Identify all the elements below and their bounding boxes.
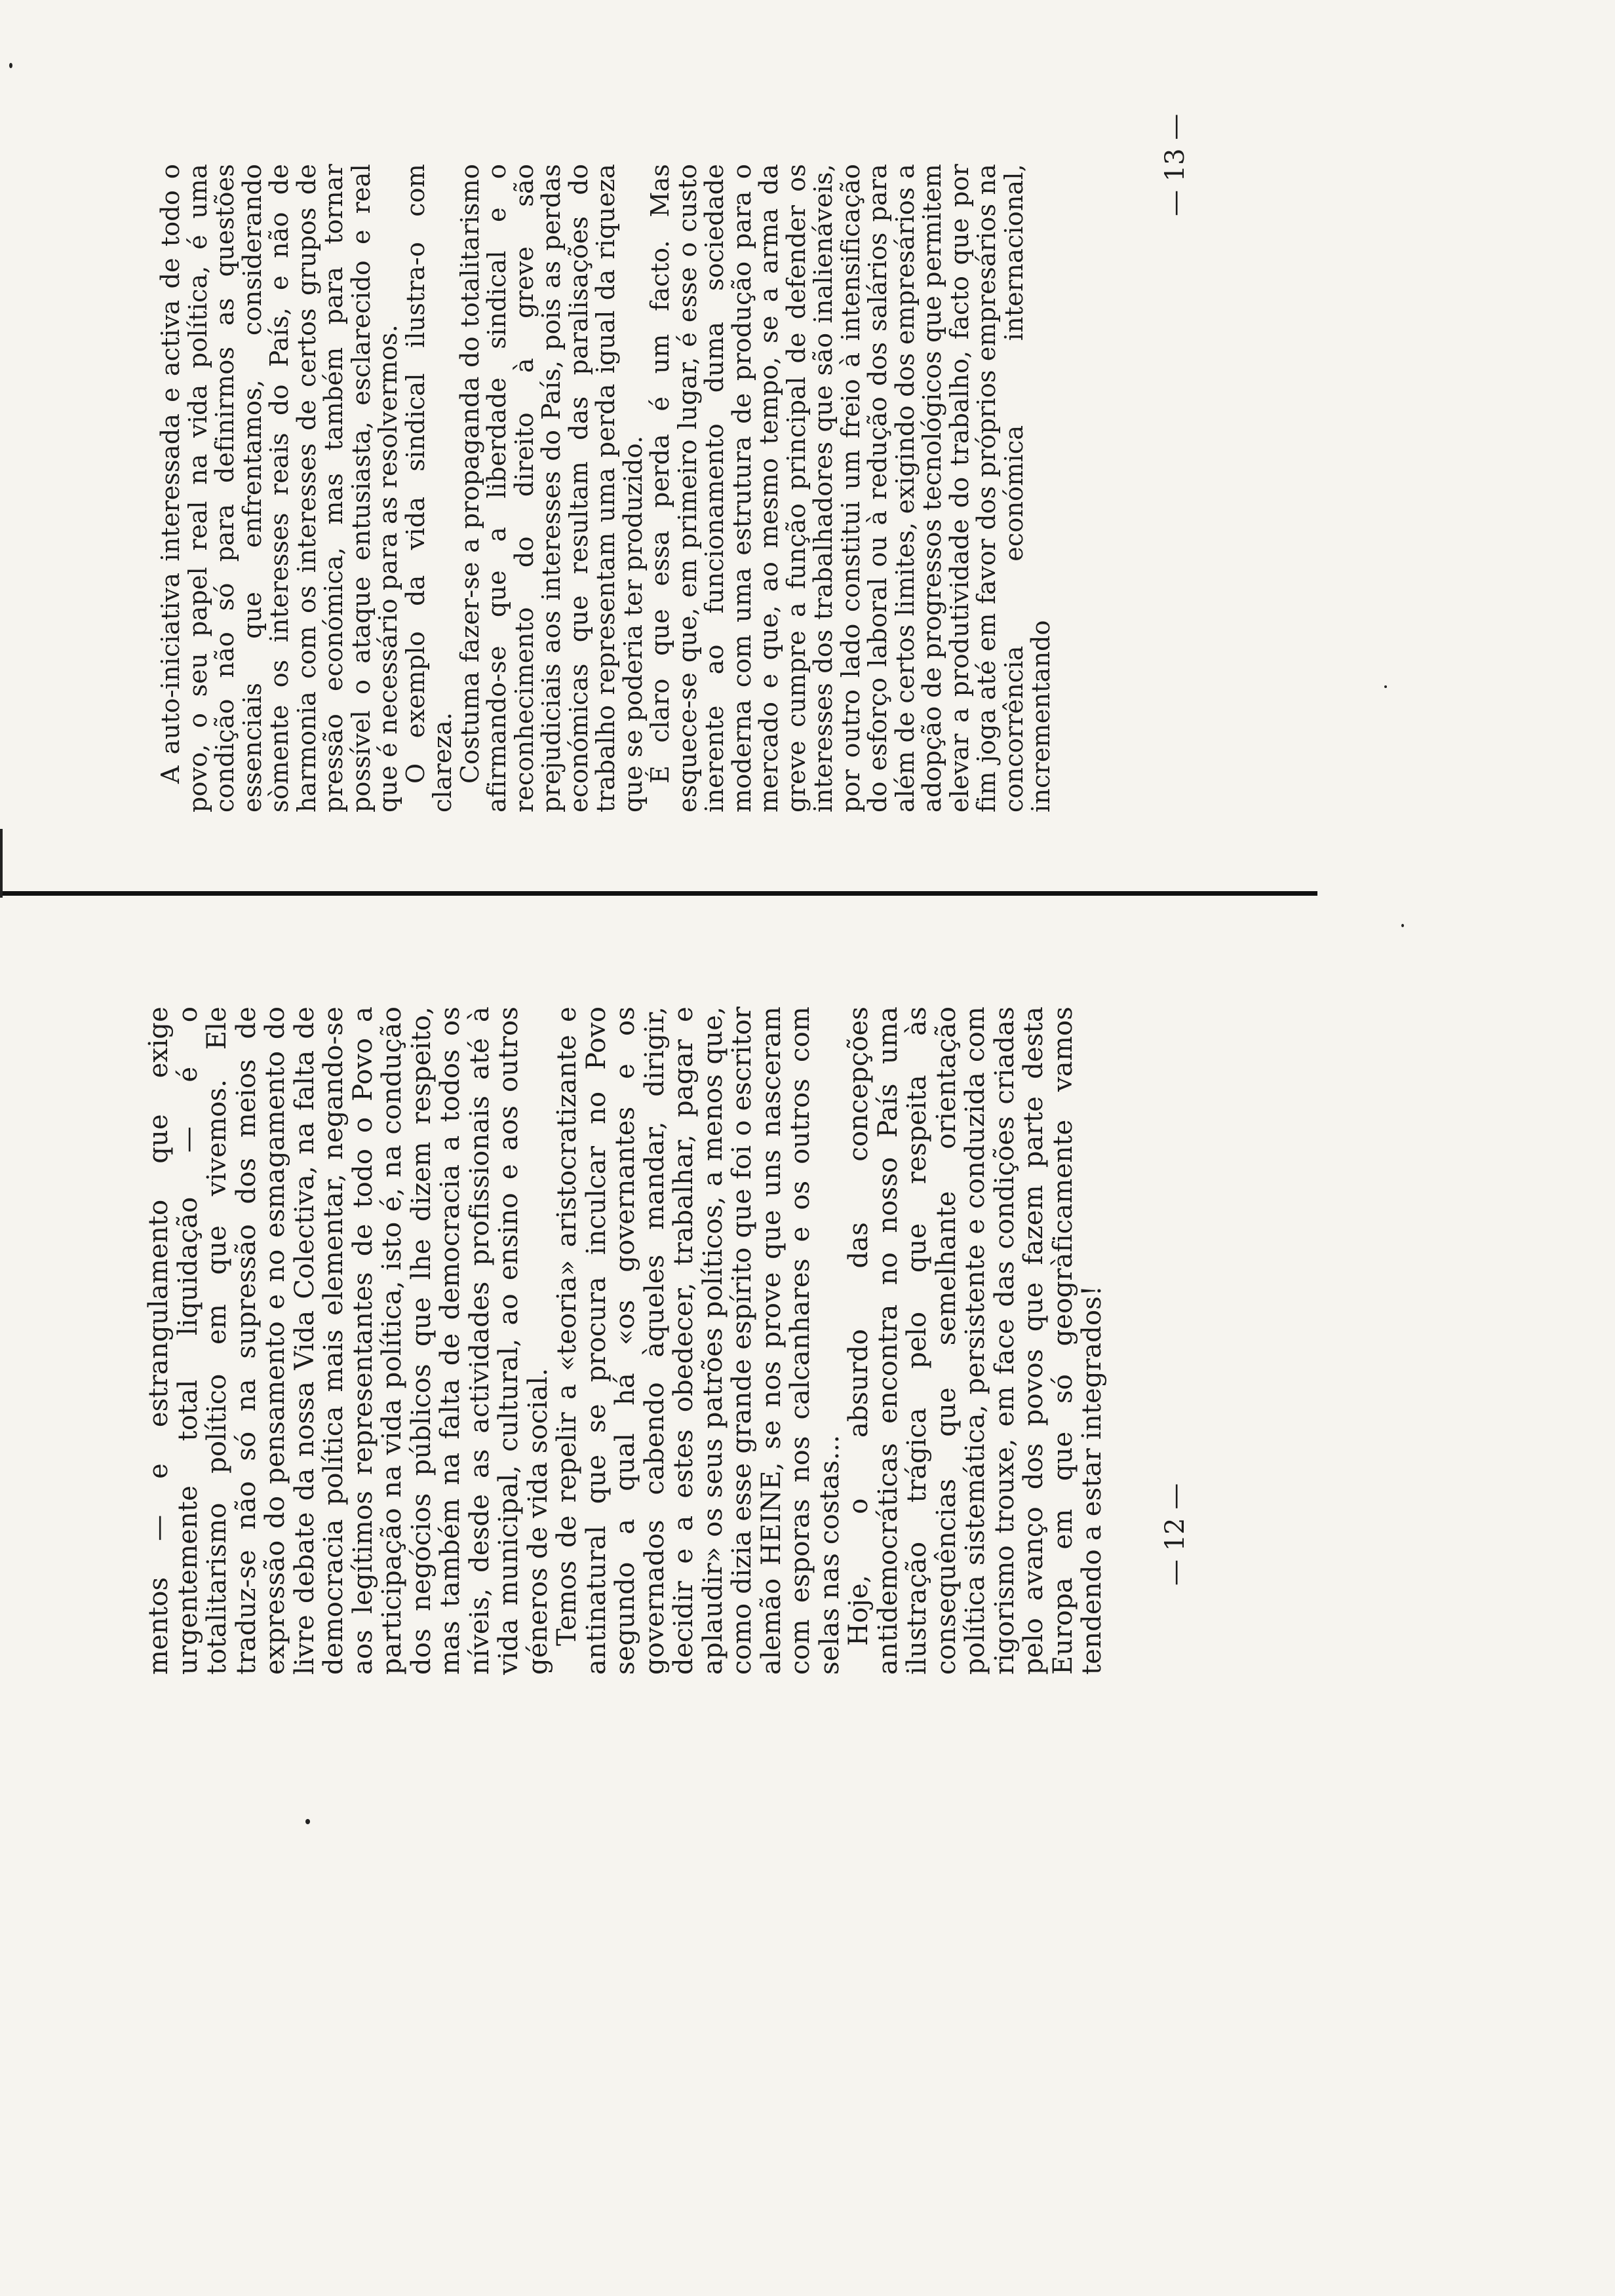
- page-13-column: [157, 164, 1055, 813]
- scan-speck: [305, 1819, 310, 1824]
- paragraph: O exemplo da vida sindical ilustra-o com clareza.: [400, 164, 457, 813]
- scan-speck: [9, 63, 12, 68]
- paragraph: É claro que essa perda é um facto. Mas esquece-se que, em primeiro lugar, é esse o custo inerente ao funcionamento duma sociedade moderna com uma estrutura de produção para o mercado e que, ao mesmo tempo, se a arma da greve cumpre a função principal de defender os interesses dos trabalhadores que são inalienáveis, por outro lado constitui um freio à intensificação do esforço laboral ou à redução dos salários para além de certos limites, exigindo dos empresários a adopção de progressos tecnológicos que permitem elevar a produtividade do trabalho, facto que por fim joga até em favor dos próprios empresários na concorrência económica internacional, incrementando: [646, 164, 1055, 813]
- page-fold-line: [0, 891, 1317, 896]
- page-12-column: [144, 1006, 1107, 1675]
- page-12-text-block: [144, 1006, 1140, 1675]
- page-number-13: — 13 —: [1160, 113, 1190, 216]
- paragraph: Hoje, o absurdo das concepções antidemocráticas encontra no nosso País uma ilustração trágica pelo que respeita às consequências que semelhante orientação política sistemática, persistente e conduzida com rigorismo trouxe, em face das condições criadas pelo avanço dos povos que fazem parte desta Europa em que só geogràficamente vamos tendendo a estar integrados!: [844, 1006, 1107, 1675]
- page-number-12: — 12 —: [1160, 1483, 1190, 1586]
- scan-speck: [1401, 924, 1404, 927]
- paragraph: A auto-iniciativa interessada e activa de todo o povo, o seu papel real na vida política, é uma condição não só para definirmos as questões essenciais que enfrentamos, considerando sòmente os interesses reais do País, e não de harmonia com os interesses de certos grupos de pressão económica, mas também para tornar possível o ataque entusiasta, esclarecido e real que é necessário para as resolvermos.: [156, 164, 402, 813]
- page-13-text-block: [157, 164, 1239, 813]
- paragraph: mentos — e estrangulamento que exige urgentemente total liquidação — é o totalitarismo político em que vivemos. Ele traduz-se não só na supressão dos meios de expressão do pensamento e no esmagamento do livre debate da nossa Vida Colectiva, na falta de democracia política mais elementar, negando-se aos legítimos representantes de todo o Povo a participação na vida política, isto é, na condução dos negócios públicos que lhe dizem respeito, mas também na falta de democracia a todos os níveis, desde as actividades profissionais até à vida municipal, cultural, ao ensino e aos outros géneros de vida social.: [144, 1006, 553, 1675]
- fold-edge-mark: [0, 829, 3, 898]
- paragraph: Costuma fazer-se a propaganda do totalitarismo afirmando-se que a liberdade sindical e o reconhecimento do direito à greve são prejudiciais aos interesses do País, pois as perdas económicas que resultam das paralisações do trabalho representam uma perda igual da riqueza que se poderia ter produzido.: [455, 164, 648, 813]
- scan-speck: [1384, 685, 1387, 688]
- paragraph: Temos de repelir a «teoria» aristocratizante e antinatural que se procura inculcar no Povo segundo a qual há «os governantes e os governados cabendo àqueles mandar, dirigir, decidir e a estes obedecer, trabalhar, pagar e aplaudir» os seus patrões políticos, a menos que, como dizia esse grande espírito que foi o escritor alemão HEINE, se nos prove que uns nasceram com esporas nos calcanhares e os outros com selas nas costas...: [552, 1006, 845, 1675]
